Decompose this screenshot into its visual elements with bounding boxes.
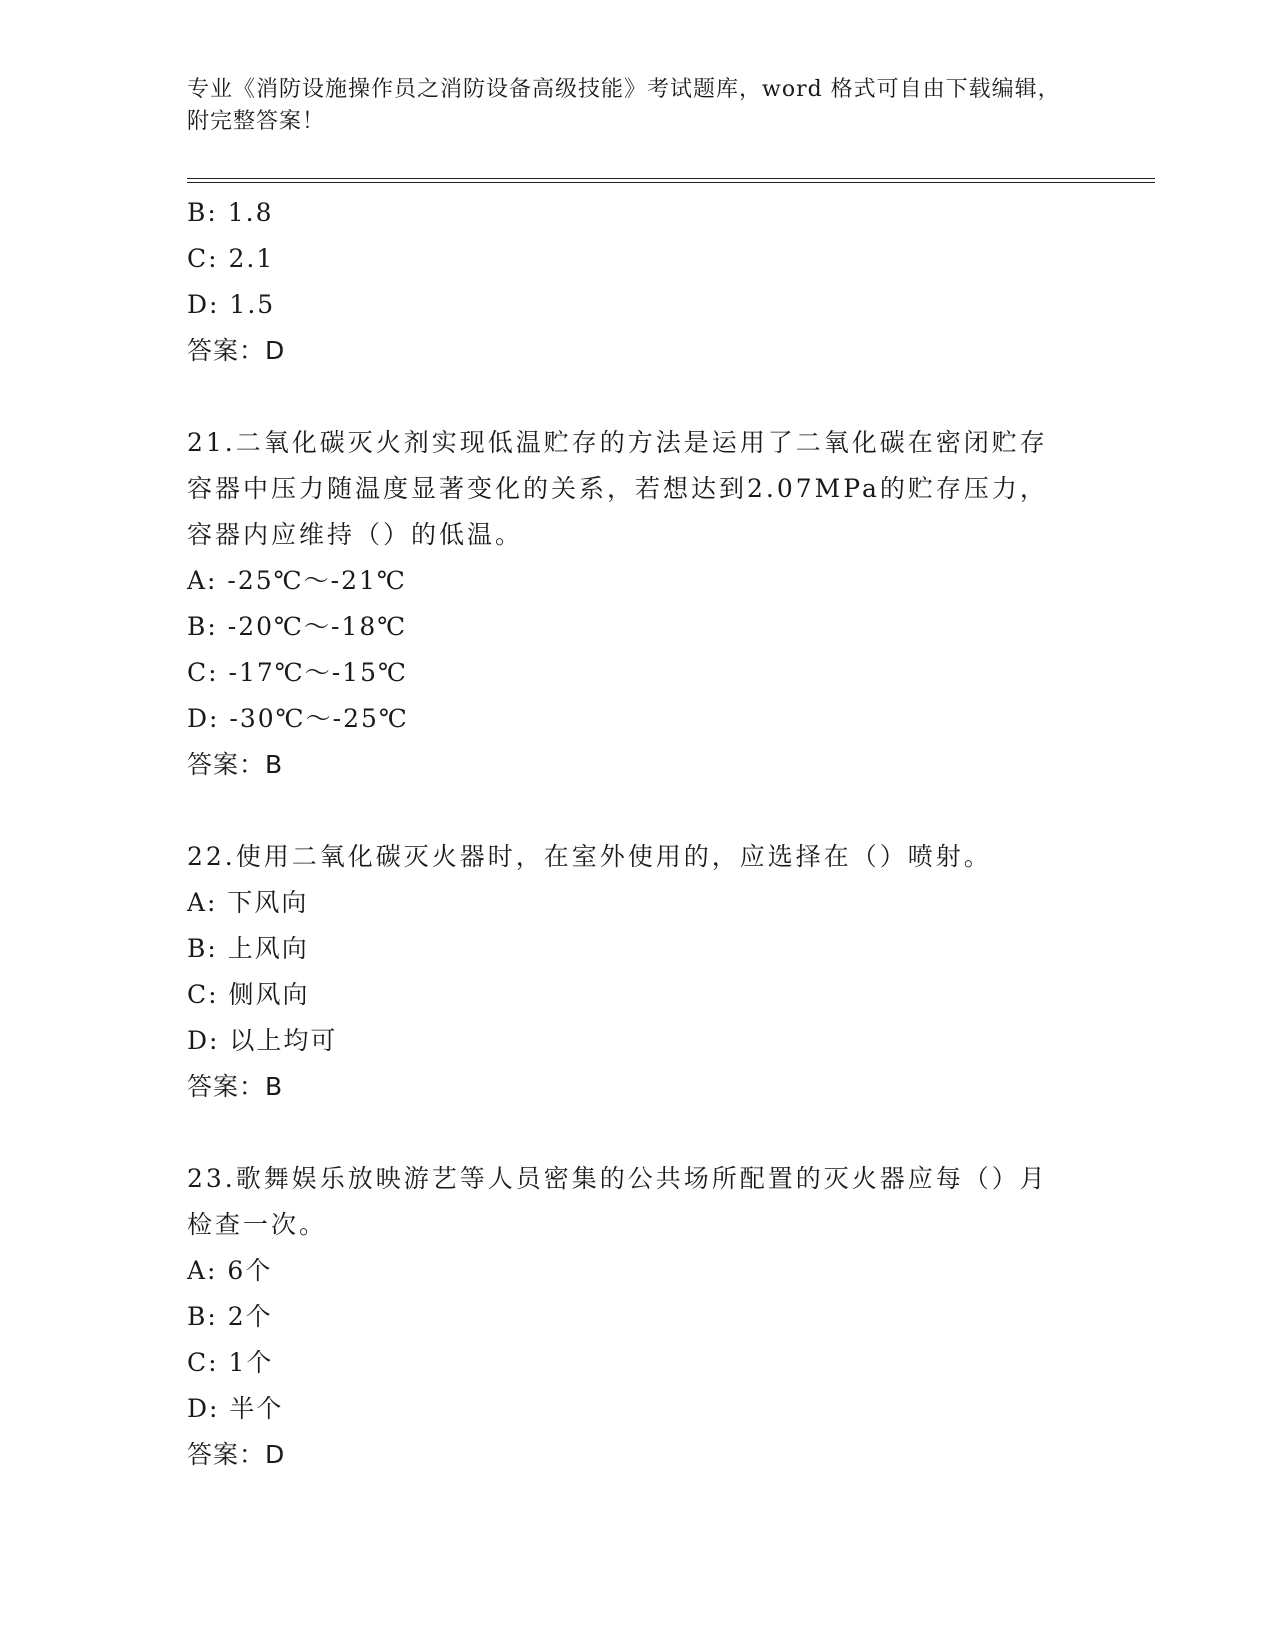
spacer	[187, 788, 1087, 834]
option-c: C: -17℃～-15℃	[187, 658, 408, 687]
question-stem: 21.二氧化碳灭火剂实现低温贮存的方法是运用了二氧化碳在密闭贮存容器中压力随温度显著变化的关系，若想达到2.07MPa的贮存压力，容器内应维持（）的低温。	[187, 428, 1048, 549]
document-header: 专业《消防设施操作员之消防设备高级技能》考试题库，word 格式可自由下载编辑，附完整答案！	[187, 77, 1061, 134]
question-content	[187, 190, 1087, 1478]
option-c: C: 侧风向	[187, 980, 310, 1009]
question-block	[187, 834, 1087, 1110]
option-a: A: -25℃～-21℃	[187, 566, 407, 595]
option-b: B: -20℃～-18℃	[187, 612, 408, 641]
question-stem: 22.使用二氧化碳灭火器时，在室外使用的，应选择在（）喷射。	[187, 842, 992, 871]
header-divider-top	[187, 178, 1155, 179]
answer-line: 答案：B	[187, 1072, 284, 1101]
previous-question-block	[187, 190, 1087, 374]
spacer	[187, 1110, 1087, 1156]
option-a: A: 6个	[187, 1256, 273, 1285]
spacer	[187, 374, 1087, 420]
option-d: D: -30℃～-25℃	[187, 704, 409, 733]
answer-line: 答案：D	[187, 336, 286, 365]
option-c: C: 1个	[187, 1348, 274, 1377]
question-block	[187, 420, 1087, 788]
answer-line: 答案：D	[187, 1440, 286, 1469]
option-b: B: 1.8	[187, 198, 274, 227]
answer-line: 答案：B	[187, 750, 284, 779]
header-divider-bottom	[187, 182, 1155, 183]
option-c: C: 2.1	[187, 244, 275, 273]
option-d: D: 半个	[187, 1394, 284, 1423]
option-d: D: 1.5	[187, 290, 276, 319]
question-block	[187, 1156, 1087, 1478]
option-b: B: 上风向	[187, 934, 309, 963]
question-stem: 23.歌舞娱乐放映游艺等人员密集的公共场所配置的灭火器应每（）月检查一次。	[187, 1164, 1048, 1239]
option-b: B: 2个	[187, 1302, 273, 1331]
option-a: A: 下风向	[187, 888, 309, 917]
option-d: D: 以上均可	[187, 1026, 338, 1055]
